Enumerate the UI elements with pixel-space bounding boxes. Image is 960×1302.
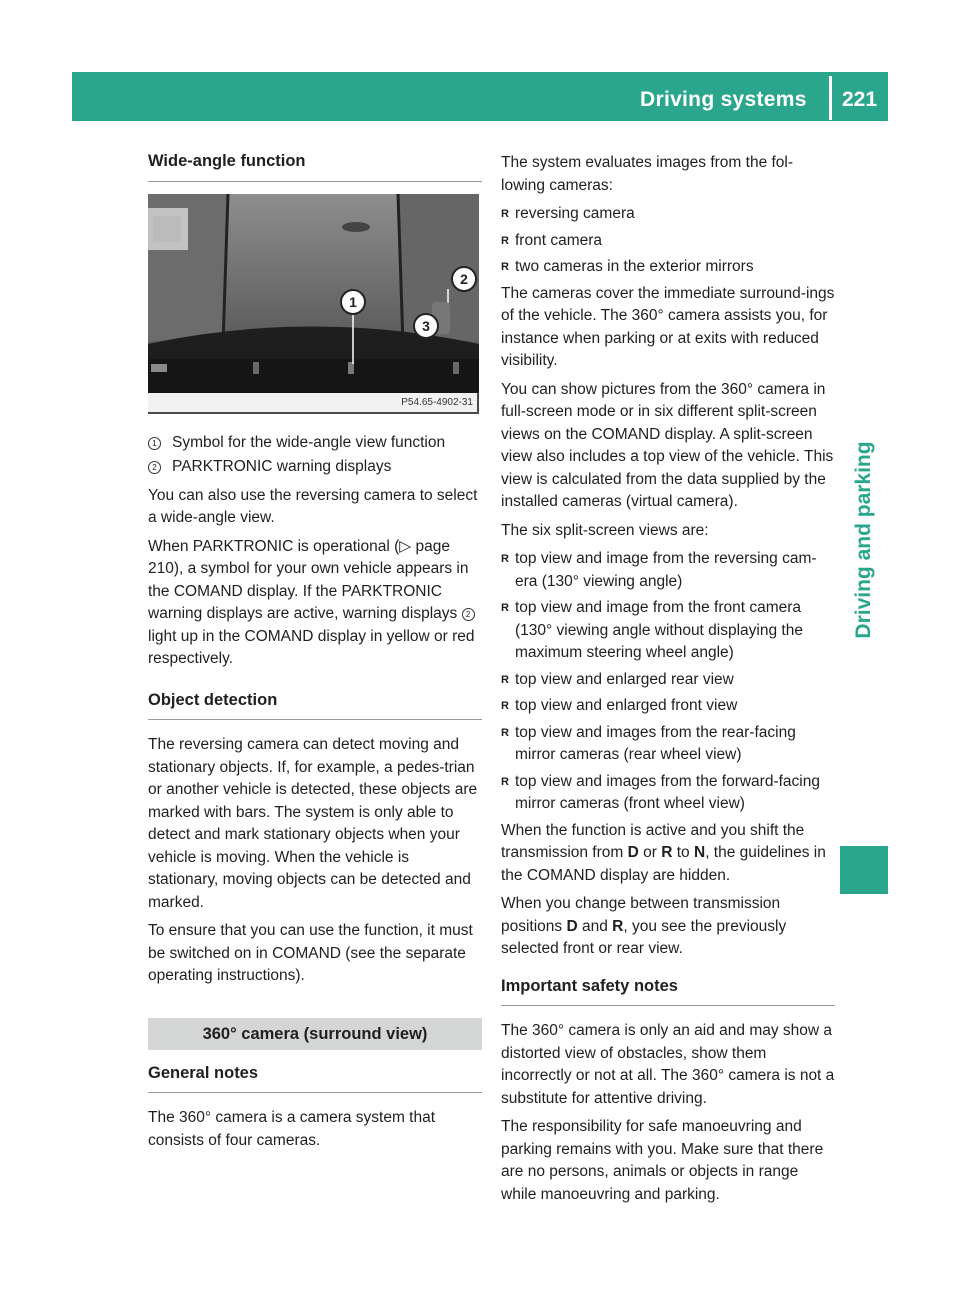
paragraph <box>501 893 835 961</box>
bullet-icon: R <box>501 208 509 220</box>
paragraph: The responsibility for safe manoeuvring and parking remains with you. Make sure that there are no persons, animals or objects in range while manoeuvring and parking. <box>501 1118 824 1203</box>
grey-section-heading: 360° camera (surround view) <box>148 1018 482 1050</box>
side-tab-block <box>840 846 888 894</box>
callout-3: 3 <box>422 317 430 334</box>
bullet-icon: R <box>501 700 509 712</box>
paragraph: The 360° camera is only an aid and may show a distorted view of obstacles, show them incorrectly or not at all. The 360° camera is not a substitute for attentive driving. <box>501 1022 835 1107</box>
list-item-text: front camera <box>515 231 603 249</box>
bullet-icon: R <box>501 234 509 247</box>
page-ref-arrow-icon: ▷ <box>399 537 412 555</box>
right-column <box>501 152 835 1212</box>
bullet-icon: R <box>501 726 509 739</box>
paragraph: You can also use the reversing camera to select a wide-angle view. <box>148 486 478 526</box>
list-item-text: reversing camera <box>515 205 635 222</box>
paragraph: The six split-screen views are: <box>501 521 709 539</box>
side-tab-label <box>842 440 886 640</box>
list-item <box>501 722 835 767</box>
bullet-icon: R <box>501 553 509 565</box>
legend-text: PARKTRONIC warning displays <box>172 458 392 475</box>
header-title: Driving systems <box>640 88 807 111</box>
list-item <box>501 597 835 665</box>
heading-wide-angle: Wide-angle function <box>148 150 482 182</box>
list-item-text: top view and enlarged front view <box>515 697 738 714</box>
list-item <box>501 669 835 692</box>
left-column <box>148 150 482 1158</box>
list-item <box>501 230 835 253</box>
paragraph: The cameras cover the immediate surround-ings of the vehicle. The 360° camera assists you, for instance when parking or at exits with reduced visibility. <box>501 284 835 369</box>
heading-object-detection: Object detection <box>148 689 482 721</box>
text-run: and <box>577 917 613 935</box>
paragraph: The system evaluates images from the fol-lowing cameras: <box>501 154 794 194</box>
text-run: to <box>672 844 694 861</box>
paragraph <box>501 820 835 888</box>
text-run: , you see the previously selected front or rear view. <box>501 917 787 957</box>
paragraph: You can show pictures from the 360° camera in full-screen mode or in six different split-screen views on the COMAND display. A split-screen view also includes a top view of the vehicle. This view is calculated from the data supplied by the installed cameras (virtual camera). <box>501 380 834 510</box>
inline-callout: 2 <box>462 608 475 621</box>
bullet-icon: R <box>501 673 509 686</box>
list-item <box>501 771 835 816</box>
text-run: light up in the COMAND display in yellow or red respectively. <box>148 627 475 667</box>
list-item-text: top view and image from the reversing cam-era (130° viewing angle) <box>515 550 817 590</box>
figure-caption: P54.65-4902-31 <box>148 393 477 412</box>
paragraph: The reversing camera can detect moving and stationary objects. If, for example, a pedes-trian or another vehicle is detected, these objects are marked with bars. The system is only able to detect and mark stationary objects when your vehicle is moving. When the vehicle is stationary, moving objects can be detected and marked. <box>148 736 478 911</box>
page-number: 221 <box>842 88 878 111</box>
list-item <box>501 203 835 226</box>
text-run: , the guidelines in the COMAND display are hidden. <box>501 844 826 884</box>
list-item-text: top view and enlarged rear view <box>515 670 734 688</box>
callout-1: 1 <box>349 293 357 310</box>
callout-2: 2 <box>460 270 468 287</box>
text-run: When you change between transmission positions <box>501 895 781 935</box>
bullet-icon: R <box>501 602 509 614</box>
list-item-text: top view and images from the forward-facing mirror cameras (front wheel view) <box>515 772 820 812</box>
bullet-icon: R <box>501 775 509 788</box>
gear-key: D <box>627 844 639 861</box>
list-item-text: top view and images from the rear-facing mirror cameras (rear wheel view) <box>515 723 796 763</box>
list-item <box>501 695 835 718</box>
legend-item <box>148 456 482 479</box>
gear-key: N <box>693 844 706 861</box>
legend-item <box>148 432 482 455</box>
list-item <box>501 548 835 593</box>
heading-general-notes: General notes <box>148 1062 482 1094</box>
heading-safety-notes: Important safety notes <box>501 975 835 1007</box>
paragraph <box>148 536 482 671</box>
text-run: page 210), a symbol for your own vehicle appears in the COMAND display. If the PARKTRONIC warning displays are active, warning displays <box>148 537 469 622</box>
bullet-icon: R <box>501 261 509 273</box>
camera-figure <box>148 194 479 414</box>
list-item-text: two cameras in the exterior mirrors <box>515 258 754 275</box>
paragraph: To ensure that you can use the function, it must be switched on in COMAND (see the separate operating instructions). <box>148 922 473 984</box>
gear-key: D <box>566 917 578 935</box>
text-run: When the function is active and you shift the transmission from <box>501 821 805 861</box>
gear-key: R <box>661 844 673 861</box>
text-run: or <box>638 844 662 861</box>
gear-key: R <box>612 917 624 935</box>
list-item <box>501 256 835 279</box>
legend-number: 1 <box>148 437 161 450</box>
camera-image <box>148 194 479 414</box>
paragraph: The 360° camera is a camera system that consists of four cameras. <box>148 1109 436 1149</box>
header-separator <box>829 76 832 120</box>
legend-number: 2 <box>148 461 161 474</box>
legend-text: Symbol for the wide-angle view function <box>172 433 446 451</box>
text-run: When PARKTRONIC is operational ( <box>148 537 400 555</box>
list-item-text: top view and image from the front camera (130° viewing angle without displaying the maximum steering wheel angle) <box>515 599 803 661</box>
side-tab-text: Driving and parking <box>852 441 875 639</box>
